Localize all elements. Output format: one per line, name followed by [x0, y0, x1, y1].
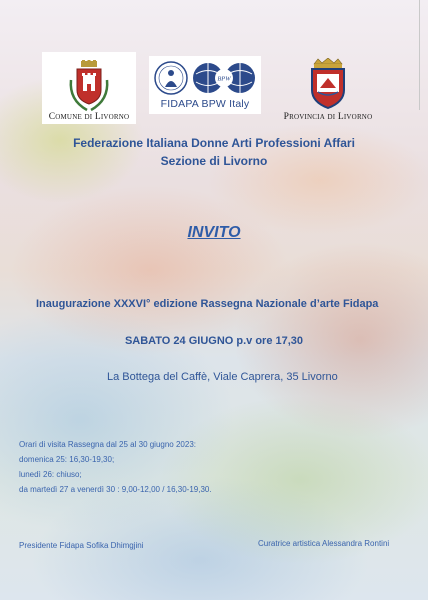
event-venue: La Bottega del Caffè, Viale Caprera, 35 Livorno	[107, 371, 338, 383]
section-name: Sezione di Livorno	[160, 154, 268, 168]
livorno-coat-of-arms-icon	[67, 60, 111, 112]
schedule-line: lunedì 26: chiuso;	[19, 470, 82, 479]
bpw-globes-icon	[192, 61, 256, 95]
schedule-line: da martedì 27 a venerdì 30 : 9,00-12,00 / 16,30-19,30.	[19, 485, 212, 494]
provincia-coat-of-arms-icon	[306, 58, 350, 112]
fidapa-medallion-icon	[154, 61, 188, 95]
comune-livorno-label: Comune di Livorno	[48, 112, 130, 122]
fidapa-bpw-logo	[149, 56, 261, 114]
event-datetime: SABATO 24 GIUGNO p.v ore 17,30	[124, 335, 304, 347]
schedule-line: Orari di visita Rassegna dal 25 al 30 giugno 2023:	[19, 440, 196, 449]
fidapa-bpw-label: FIDAPA BPW Italy	[160, 97, 250, 110]
president-signature: Presidente Fidapa Sofika Dhimgjini	[19, 541, 144, 550]
provincia-livorno-logo	[272, 48, 384, 124]
page-edge-divider	[419, 0, 420, 110]
schedule-line: domenica 25: 16,30-19,30;	[19, 455, 115, 464]
event-description: Inaugurazione XXXVI° edizione Rassegna Nazionale d’arte Fidapa	[36, 298, 379, 310]
curator-signature: Curatrice artistica Alessandra Rontini	[258, 539, 390, 548]
provincia-livorno-label: Provincia di Livorno	[283, 112, 373, 122]
bpw-globe-text: BPW	[217, 75, 231, 82]
invitation-title: INVITO	[187, 224, 241, 241]
federation-name: Federazione Italiana Donne Arti Professioni Affari	[73, 136, 355, 150]
comune-livorno-logo	[42, 52, 136, 124]
